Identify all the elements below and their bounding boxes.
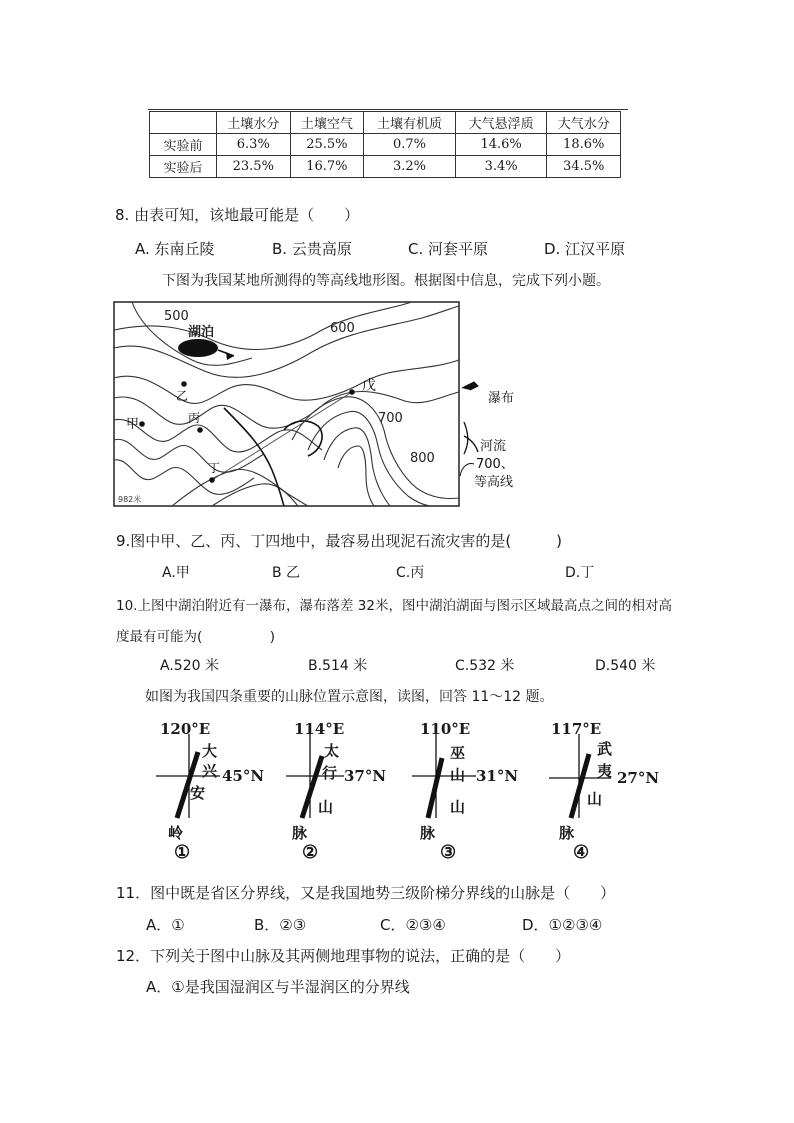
mountain-3-char-2: 山	[450, 766, 466, 784]
table-top-rule	[148, 109, 628, 110]
legend-river-label: 河流	[480, 439, 507, 454]
table-row	[150, 156, 621, 178]
mountain-diagram-2	[280, 720, 400, 865]
mountain-3-char-3: 山	[450, 798, 466, 816]
table-cell: 14.6%	[455, 134, 547, 156]
table-header-cell: 土壤空气	[290, 112, 364, 134]
table-cell: 实验后	[150, 156, 217, 178]
mountain-2-lines	[280, 720, 400, 865]
point-wu-marker	[349, 389, 355, 395]
point-bing-label: 丙	[188, 411, 201, 425]
mountain-1-char-3: 安	[190, 784, 206, 802]
table-cell: 25.5%	[290, 134, 364, 156]
mountain-4-latitude: 27°N	[617, 769, 660, 787]
point-bing-marker	[197, 427, 203, 433]
q10-option-d: D.540 米	[595, 658, 656, 674]
table-cell: 3.4%	[455, 156, 547, 178]
map-frame	[114, 302, 459, 506]
table-header-cell	[150, 112, 217, 134]
mountain-1-longitude: 120°E	[160, 720, 211, 738]
contour-label-700: 700	[378, 411, 403, 426]
mountain-2-longitude: 114°E	[294, 720, 345, 738]
q8-option-b: B. 云贵高原	[272, 240, 352, 258]
mountain-diagram-1	[150, 720, 270, 865]
map-legend	[460, 382, 514, 490]
question-9-stem: 9.图中甲、乙、丙、丁四地中，最容易出现泥石流灾害的是( )	[116, 532, 563, 550]
table-header-row	[150, 112, 621, 134]
contour-label-500: 500	[164, 309, 189, 324]
legend-contour-label: 等高线	[474, 475, 514, 490]
q8-option-d: D. 江汉平原	[544, 240, 626, 258]
mountain-4-number: ④	[573, 842, 590, 863]
table-cell: 6.3%	[217, 134, 291, 156]
table-header-cell: 土壤有机质	[364, 112, 456, 134]
contour-map-figure	[112, 300, 532, 510]
mountain-2-latitude: 37°N	[344, 767, 387, 785]
point-wu-label: 戊	[362, 378, 376, 394]
mountain-2-char-3: 山	[318, 798, 334, 816]
point-yi-marker	[181, 381, 187, 387]
q9-option-b: B 乙	[272, 565, 301, 581]
mountain-1-char-2: 兴	[202, 762, 218, 780]
q9-option-d: D.丁	[565, 565, 595, 581]
lake-label: 湖泊	[188, 325, 215, 340]
q12-option-a: A．①是我国湿润区与半湿润区的分界线	[146, 978, 410, 996]
table-cell: 23.5%	[217, 156, 291, 178]
point-jia-marker	[139, 421, 145, 427]
mountain-2-char-2: 行	[322, 764, 338, 782]
q11-option-c: C．②③④	[380, 916, 446, 934]
mountain-4-longitude: 117°E	[551, 720, 602, 738]
question-12-stem: 12．下列关于图中山脉及其两侧地理事物的说法，正确的是（ ）	[116, 947, 571, 965]
question-10-stem-line1: 10.上图中湖泊附近有一瀑布，瀑布落差 32米，图中湖泊湖面与图示区域最高点之间的相对高	[116, 598, 672, 614]
mountain-1-char-1: 大	[202, 742, 218, 760]
q11-option-b: B．②③	[254, 916, 307, 934]
point-jia-label: 甲	[126, 417, 140, 432]
legend-waterfall-label: 瀑布	[488, 391, 515, 406]
lake-shape	[178, 339, 218, 357]
q10-option-c: C.532 米	[455, 658, 515, 674]
q10-option-a: A.520 米	[160, 658, 219, 674]
mountain-3-longitude: 110°E	[420, 720, 471, 738]
mountain-3-lines	[410, 720, 530, 865]
table-cell: 0.7%	[364, 134, 456, 156]
soil-air-data-table	[149, 111, 621, 178]
mountain-3-char-1: 巫	[450, 744, 466, 762]
point-ding-marker	[209, 477, 215, 483]
q8-option-c: C. 河套平原	[408, 240, 489, 258]
q10-option-b: B.514 米	[308, 658, 368, 674]
mountain-4-char-3: 山	[587, 790, 603, 808]
mountain-3-number: ③	[440, 842, 457, 863]
mountain-2-number: ②	[302, 842, 319, 863]
mountain-4-char-2: 夷	[597, 762, 613, 780]
point-ding-label: 丁	[208, 461, 221, 475]
table-cell: 3.2%	[364, 156, 456, 178]
river-legend-icon	[464, 422, 478, 454]
mountains-intro-text: 如图为我国四条重要的山脉位置示意图，读图，回答 11～12 题。	[145, 689, 554, 705]
table-row	[150, 134, 621, 156]
q9-option-a: A.甲	[162, 565, 190, 581]
question-10-stem-line2: 度最有可能为( )	[116, 629, 276, 645]
mountain-2-char-4: 脉	[292, 824, 308, 842]
question-8-stem: 8. 由表可知，该地最可能是（ ）	[115, 206, 360, 224]
q8-option-a: A. 东南丘陵	[135, 240, 215, 258]
mountain-4-char-1: 武	[597, 740, 613, 758]
contour-legend-icon	[460, 464, 474, 477]
mountain-1-char-4: 岭	[168, 824, 184, 842]
table-cell: 18.6%	[547, 134, 621, 156]
contour-intro-text: 下图为我国某地所测得的等高线地形图。根据图中信息，完成下列小题。	[162, 273, 610, 289]
table-header-cell: 大气悬浮质	[455, 112, 547, 134]
waterfall-legend-icon	[462, 382, 478, 390]
legend-contour-value: 700、	[476, 457, 514, 472]
contour-label-600: 600	[330, 321, 355, 336]
q11-option-d: D．①②③④	[522, 916, 603, 934]
table-cell: 34.5%	[547, 156, 621, 178]
question-11-stem: 11．图中既是省区分界线，又是我国地势三级阶梯分界线的山脉是（ ）	[116, 884, 616, 902]
scale-label: 982米	[118, 495, 142, 504]
mountain-1-number: ①	[174, 842, 191, 863]
mountain-diagram-4	[545, 720, 665, 865]
mountain-4-char-4: 脉	[559, 824, 575, 842]
mountain-1-latitude: 45°N	[222, 767, 265, 785]
q11-option-a: A．①	[146, 916, 185, 934]
mountain-diagram-3	[410, 720, 530, 865]
table-cell: 实验前	[150, 134, 217, 156]
table-cell: 16.7%	[290, 156, 364, 178]
table-header-cell: 大气水分	[547, 112, 621, 134]
q9-option-c: C.丙	[396, 565, 425, 581]
point-yi-label: 乙	[176, 389, 189, 403]
contour-label-800: 800	[410, 451, 435, 466]
table-header-cell: 土壤水分	[217, 112, 291, 134]
mountain-3-latitude: 31°N	[476, 767, 519, 785]
mountain-3-char-4: 脉	[420, 824, 436, 842]
mountain-2-char-1: 太	[324, 742, 340, 760]
